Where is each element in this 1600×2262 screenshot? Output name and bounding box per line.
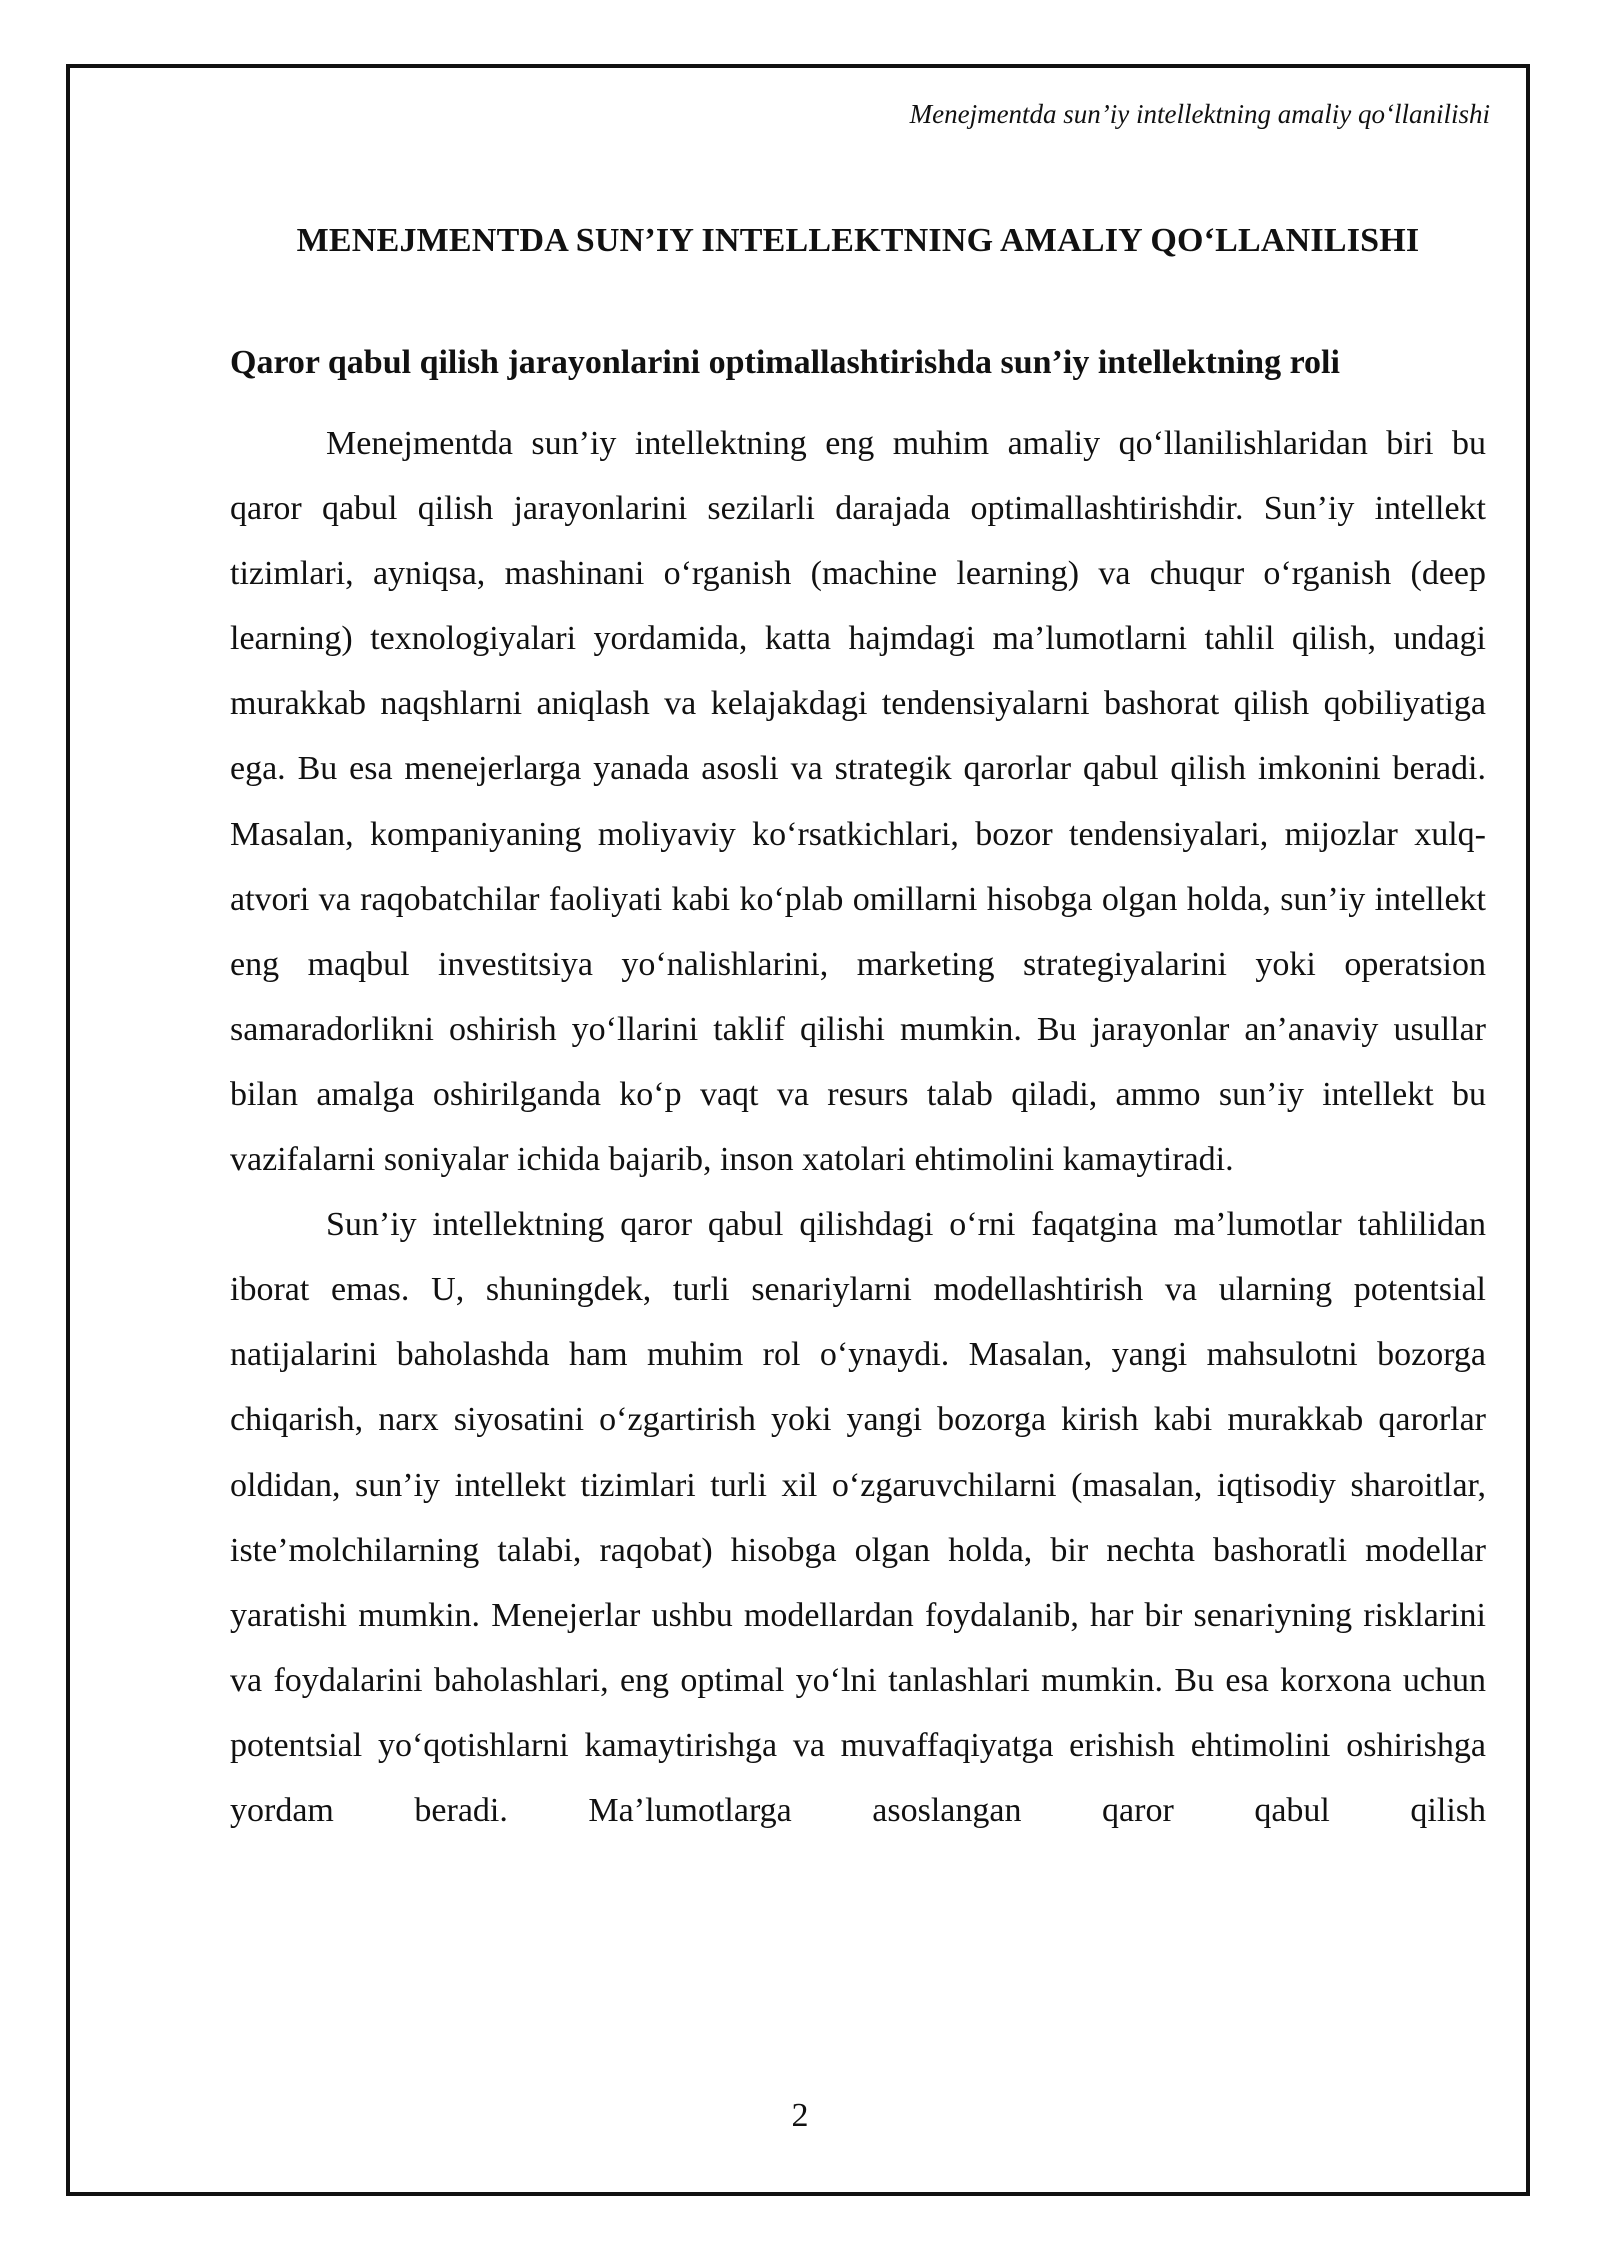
running-header: Menejmentda sun’iy intellektning amaliy qo‘llanilishi [909, 99, 1490, 129]
body-paragraph-2: Sun’iy intellektning qaror qabul qilishdagi o‘rni faqatgina ma’lumotlar tahlilidan iborat emas. U, shuningdek, turli senariylarni modellashtirish va ularning potentsial natijalarini baholashda ham muhim rol o‘ynaydi. Masalan, yangi mahsulotni bozorga chiqarish, narx siyosatini o‘zgartirish yoki yangi bozorga kirish kabi murakkab qarorlar oldidan, sun’iy intellekt tizimlari turli xil o‘zgaruvchilarni (masalan, iqtisodiy sharoitlar, iste’molchilarning talabi, raqobat) hisobga olgan holda, bir nechta bashoratli modellar yaratishi mumkin. Menejerlar ushbu modellardan foydalanib, har bir senariyning risklarini va foydalarini baholashlari, eng optimal yo‘lni tanlashlari mumkin. Bu esa korxona uchun potentsial yo‘qotishlarni kamaytirishga va muvaffaqiyatga erishish ehtimolini oshirishga yordam beradi. Ma’lumotlarga asoslangan qaror qabul qilish [230, 1206, 1486, 1829]
document-body [230, 205, 1486, 1843]
page-number: 2 [791, 2097, 809, 2134]
body-paragraph-1: Menejmentda sun’iy intellektning eng muhim amaliy qo‘llanilishlaridan biri bu qaror qabul qilish jarayonlarini sezilarli darajada optimallashtirishdir. Sun’iy intellekt tizimlari, ayniqsa, mashinani o‘rganish (machine learning) va chuqur o‘rganish (deep learning) texnologiyalari yordamida, katta hajmdagi ma’lumotlarni tahlil qilish, undagi murakkab naqshlarni aniqlash va kelajakdagi tendensiyalarni bashorat qilish qobiliyatiga ega. Bu esa menejerlarga yanada asosli va strategik qarorlar qabul qilish imkonini beradi. Masalan, kompaniyaning moliyaviy ko‘rsatkichlari, bozor tendensiyalari, mijozlar xulq-atvori va raqobatchilar faoliyati kabi ko‘plab omillarni hisobga olgan holda, sun’iy intellekt eng maqbul investitsiya yo‘nalishlarini, marketing strategiyalarini yoki operatsion samaradorlikni oshirish yo‘llarini taklif qilishi mumkin. Bu jarayonlar an’anaviy usullar bilan amalga oshirilganda ko‘p vaqt va resurs talab qiladi, ammo sun’iy intellekt bu vazifalarni soniyalar ichida bajarib, inson xatolari ehtimolini kamaytiradi. [230, 425, 1486, 1179]
section-heading: Qaror qabul qilish jarayonlarini optimallashtirishda sun’iy intellektning roli [230, 344, 1340, 381]
page-title: MENEJMENTDA SUN’IY INTELLEKTNING AMALIY QO‘LLANILISHI [296, 222, 1420, 259]
